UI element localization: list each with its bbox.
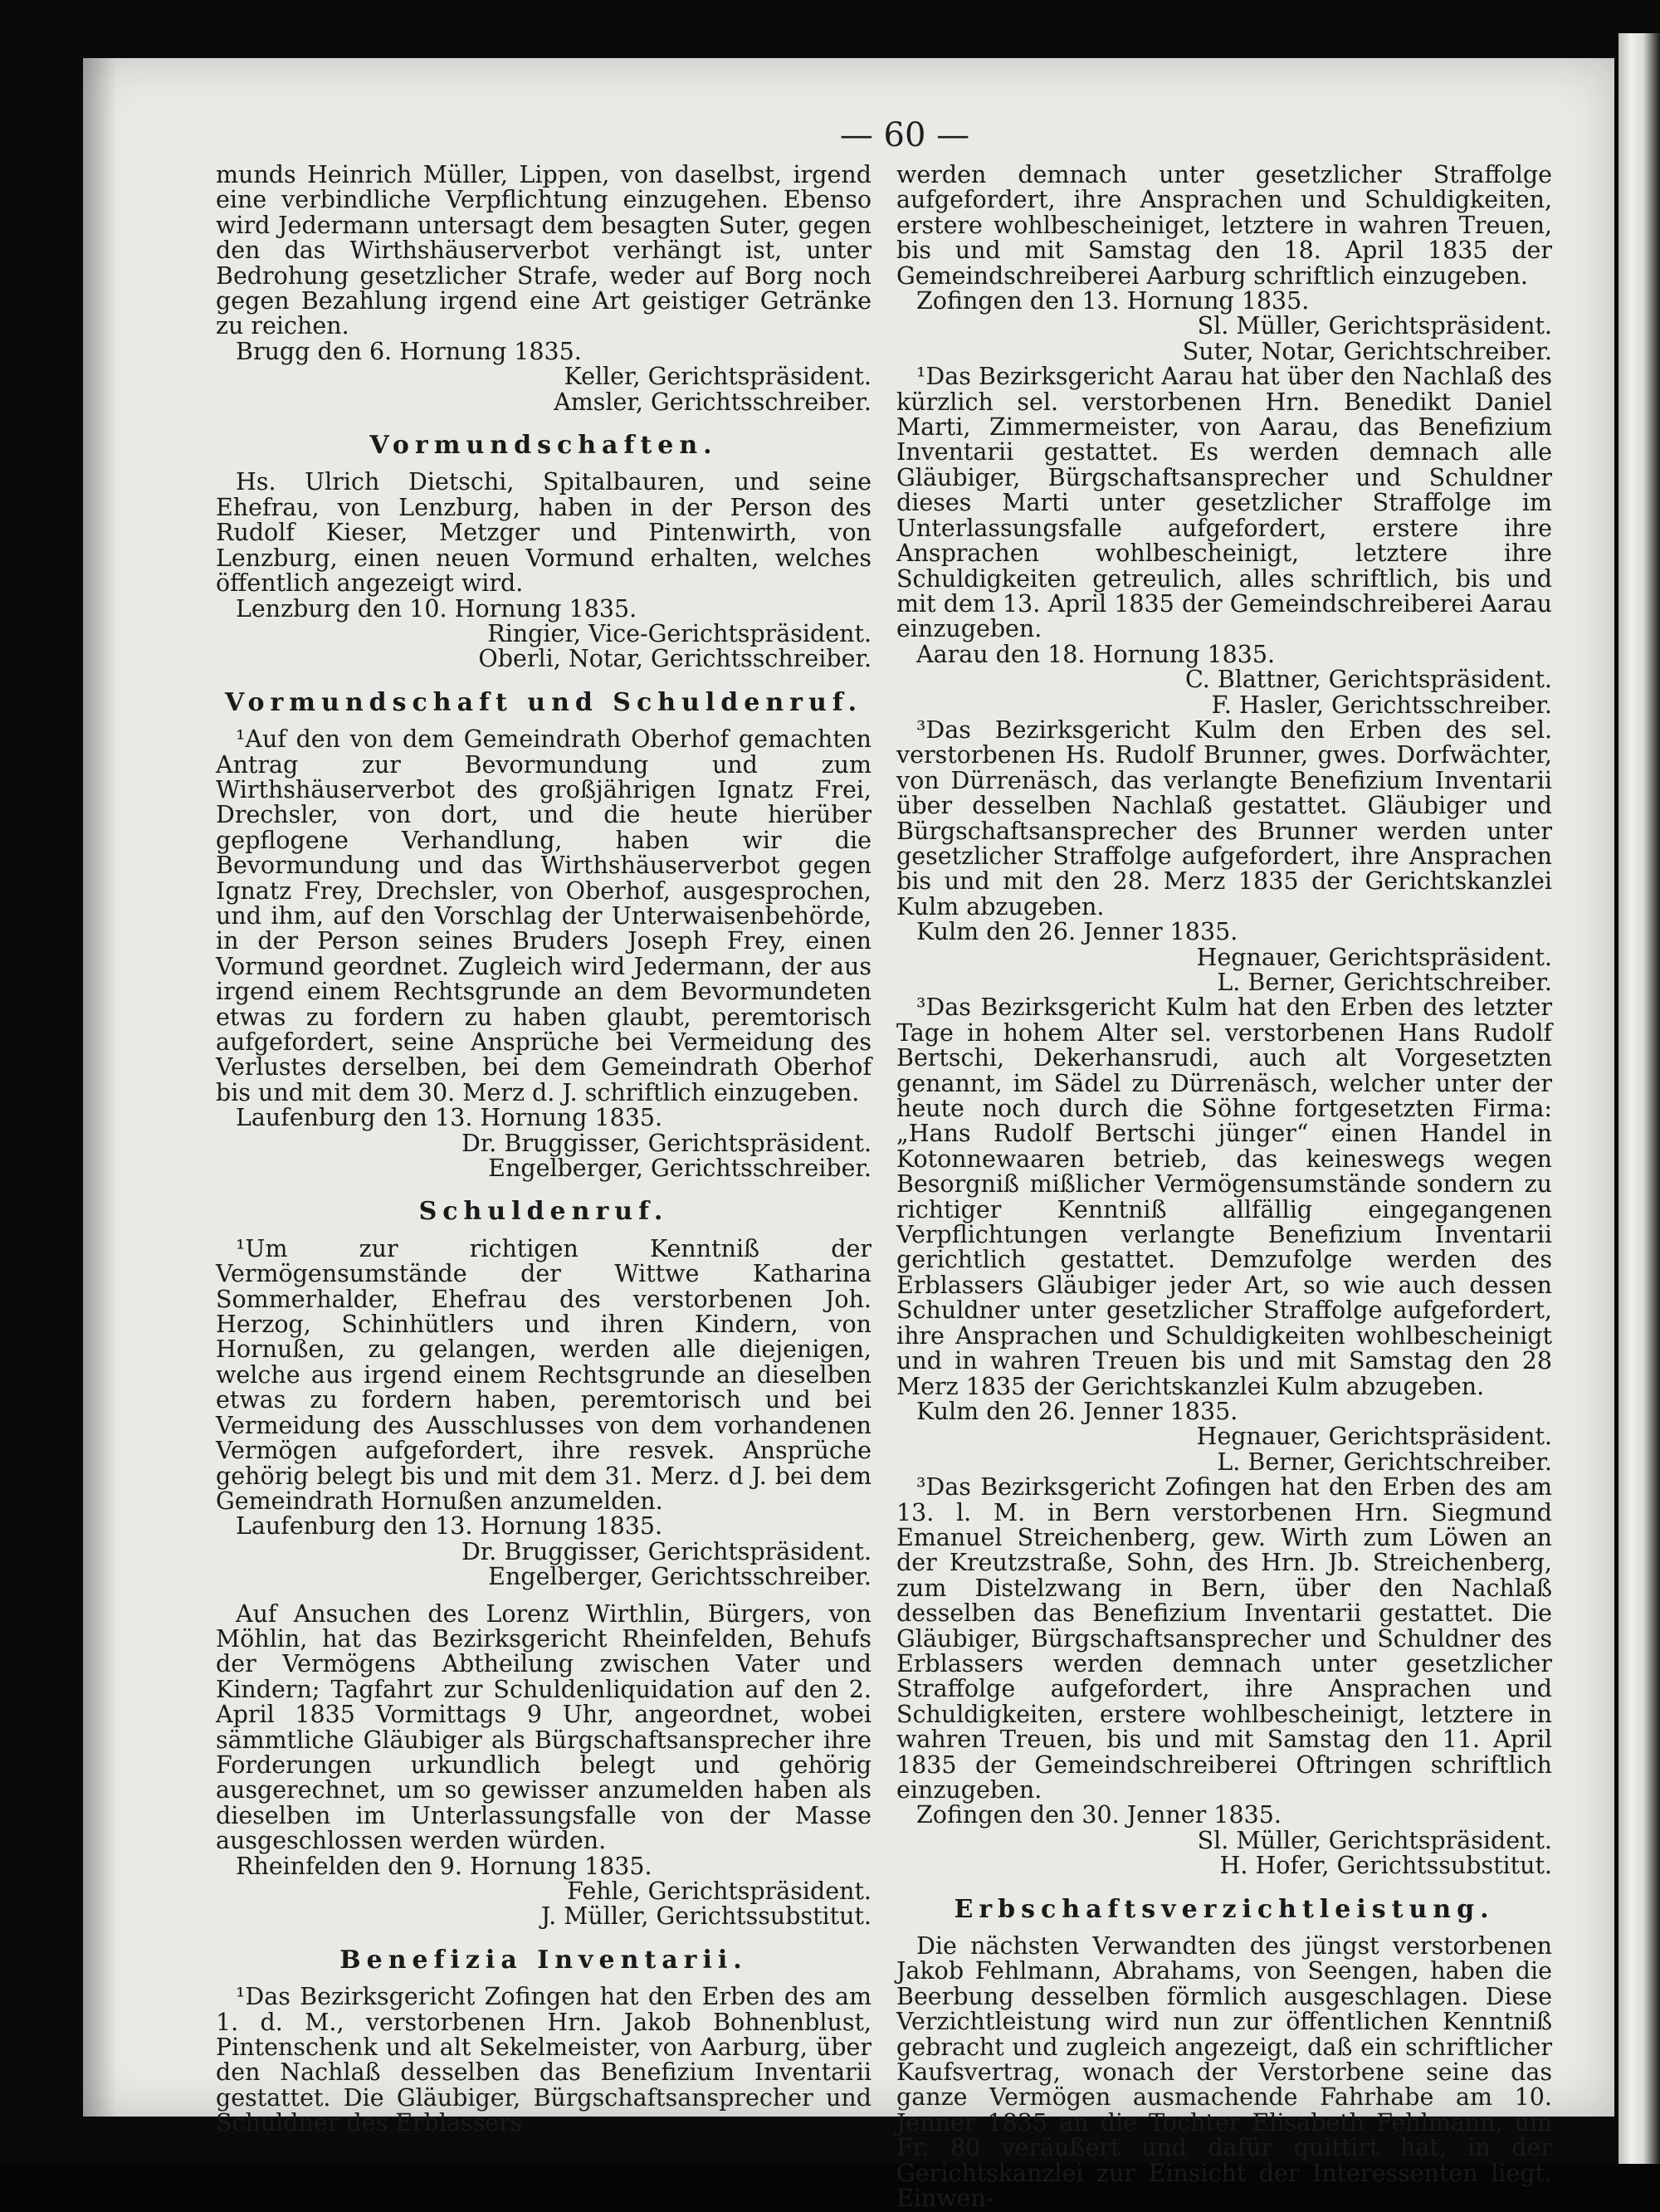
notice-signature: F. Hasler, Gerichtsschreiber. <box>1211 691 1552 719</box>
notice-dateline: Laufenburg den 13. Hornung 1835. <box>236 1104 663 1132</box>
section-heading-erbschaftsverzichtleistung: Erbschaftsverzichtleistung. <box>954 1894 1495 1924</box>
next-page-edge <box>1618 33 1660 2164</box>
notice-dateline: Zofingen den 13. Hornung 1835. <box>916 287 1310 315</box>
notice-signature: L. Berner, Gerichtschreiber. <box>1217 969 1552 996</box>
notice-signature: Engelberger, Gerichtsschreiber. <box>488 1155 872 1183</box>
notice-dateline: Laufenburg den 13. Hornung 1835. <box>236 1512 663 1541</box>
notice-dateline: Kulm den 26. Jenner 1835. <box>916 918 1238 946</box>
notice-signature: Fehle, Gerichtspräsident. <box>567 1878 872 1905</box>
notice-text: werden demnach unter gesetzlicher Straffolge aufgefordert, ihre Ansprachen und Schuldigkeiten, erstere wohlbescheiniget, letztere in wahren Treuen, bis und mit Samstag den 18. April 1835 der Gemeindschreiberei Aarburg schriftlich einzugeben. <box>896 161 1552 290</box>
notice-text: Auf Ansuchen des Lorenz Wirthlin, Bürgers, von Möhlin, hat das Bezirksgericht Rheinfelden, Behufs der Vermögens Abtheilung zwischen Vater und Kindern; Tagfahrt zur Schuldenliquidation auf den 2. April 1835 Vormittags 9 Uhr, angeordnet, wobei sämmtliche Gläubiger als Bürgschaftsansprecher ihre Forderungen urkundlich belegt und gehörig ausgerechnet, um so gewisser anzumelden haben als dieselben im Unterlassungsfalle von der Masse ausgeschlossen werden würden. <box>216 1599 872 1855</box>
notice-signature: L. Berner, Gerichtschreiber. <box>1217 1448 1552 1476</box>
notice-text: munds Heinrich Müller, Lippen, von daselbst, irgend eine verbindliche Verpflichtung einzugehen. Ebenso wird Jedermann untersagt dem besagten Suter, gegen den das Wirthshäuserverbot verhängt ist, unter Bedrohung gesetzlicher Strafe, weder auf Borg noch gegen Bezahlung irgend eine Art geistiger Getränke zu reichen. <box>216 161 872 340</box>
notice-signature: Suter, Notar, Gerichtschreiber. <box>1182 337 1552 365</box>
notice-text: ¹Auf den von dem Gemeindrath Oberhof gemachten Antrag zur Bevormundung und zum Wirthshäuserverbot des großjährigen Ignatz Frei, Drechsler, von dort, und die heute hierüber gepflogene Verhandlung, haben wir die Bevormundung und das Wirthshäuserverbot gegen Ignatz Frey, Drechsler, von Oberhof, ausgesprochen, und ihm, auf den Vorschlag der Unterwaisenbehörde, in der Person seines Bruders Joseph Frey, einen Vormund geordnet. Zugleich wird Jedermann, der aus irgend einem Rechtsgrunde an dem Bevormundeten etwas zu fordern zu haben glaubt, peremtorisch aufgefordert, seine Ansprüche bei Vermeidung des Verlustes derselben, bei dem Gemeindrath Oberhof bis und mit dem 30. Merz d. J. schriftlich einzugeben. <box>216 725 872 1106</box>
notice-text: ¹Das Bezirksgericht Zofingen hat den Erben des am 1. d. M., verstorbenen Hrn. Jakob Bohnenblust, Pintenschenk und alt Sekelmeister, von Aarburg, über den Nachlaß desselben das Benefizium Inventarii gestattet. Die Gläubiger, Bürgschaftsansprecher und Schuldner des Erblassers <box>216 1983 872 2137</box>
section-heading-schuldenruf: Schuldenruf. <box>418 1197 669 1227</box>
notice-text: Die nächsten Verwandten des jüngst verstorbenen Jakob Fehlmann, Abrahams, von Seengen, haben die Beerbung desselben förmlich ausgeschlagen. Diese Verzichtleistung wird nun zur öffentlichen Kenntniß gebracht und zugleich angezeigt, daß ein schriftlicher Kaufsvertrag, wonach der Verstorbene seine das ganze Vermögen ausmachende Fahrhabe am 10. Jenner 1835 an die Tochter Elisabeth Fehlmann, um Fr. 80 veräußert und dafür quittirt hat, in der Gerichtskanzlei zur Einsicht der Interessenten liegt. Einwen- <box>896 1932 1552 2212</box>
notice-text: ³Das Bezirksgericht Kulm den Erben des sel. verstorbenen Hs. Rudolf Brunner, gwes. Dorfwächter, von Dürrenäsch, das verlangte Benefizium Inventarii über desselben Nachlaß gestattet. Gläubiger und Bürgschaftsansprecher des Brunner werden unter gesetzlicher Straffolge aufgefordert, ihre Ansprachen bis und mit den 28. Merz 1835 der Gerichtskanzlei Kulm abzugeben. <box>896 715 1552 920</box>
notice-signature: Sl. Müller, Gerichtspräsident. <box>1197 312 1552 340</box>
section-heading-vormundschaften: Vormundschaften. <box>369 431 718 461</box>
notice-dateline: Brugg den 6. Hornung 1835. <box>236 337 582 365</box>
notice-signature: J. Müller, Gerichtssubstitut. <box>540 1902 872 1931</box>
notice-text: ¹Das Bezirksgericht Aarau hat über den Nachlaß des kürzlich sel. verstorbenen Hrn. Benedikt Daniel Marti, Zimmermeister, von Aarau, das Benefizium Inventarii gestattet. Es werden demnach alle Gläubiger, Bürgschaftsansprecher und Schuldner dieses Marti unter gesetzlicher Straffolge im Unterlassungsfalle aufgefordert, erstere ihre Ansprachen wohlbescheinigt, letztere ihre Schuldigkeiten getreulich, alles schriftlich, bis und mit dem 13. April 1835 der Gemeindschreiberei Aarau einzugeben. <box>896 363 1552 643</box>
notice-signature: Ringier, Vice-Gerichtspräsident. <box>487 619 872 647</box>
notice-signature: Hegnauer, Gerichtspräsident. <box>1196 943 1552 971</box>
notice-text: ¹Um zur richtigen Kenntniß der Vermögensumstände der Wittwe Katharina Sommerhalder, Ehefrau des verstorbenen Joh. Herzog, Schinhütlers und ihren Kindern, von Hornußen, zu gelangen, werden alle diejenigen, welche aus irgend einem Rechtsgrunde an dieselben etwas zu fordern haben, peremtorisch und bei Vermeidung des Ausschlusses von dem vorhandenen Vermögen aufgefordert, ihre resvek. Ansprüche gehörig belegt bis und mit dem 31. Merz. d J. bei dem Gemeindrath Hornußen anzumelden. <box>216 1234 872 1515</box>
notice-text: ³Das Bezirksgericht Zofingen hat den Erben des am 13. l. M. in Bern verstorbenen Hrn. Siegmund Emanuel Streichenberg, gew. Wirth zum Löwen an der Kreutzstraße, Sohn, des Hrn. Jb. Streichenberg, zum Distelzwang in Bern, über den Nachlaß desselben das Benefizium Inventarii gestattet. Die Gläubiger, Bürgschaftsansprecher und Schuldner des Erblassers werden demnach unter gesetzlicher Straffolge aufgefordert, ihre Ansprachen und Schuldigkeiten, erstere wohlbescheinigt, letztere in wahren Treuen, bis und mit Samstag den 11. April 1835 der Gemeindschreiberei Oftringen schriftlich einzugeben. <box>896 1473 1552 1804</box>
notice-dateline: Zofingen den 30. Jenner 1835. <box>916 1801 1282 1829</box>
notice-text: ³Das Bezirksgericht Kulm hat den Erben des letzter Tage in hohem Alter sel. verstorbenen Hans Rudolf Bertschi, Dekerhansrudi, auch alt Vorgesetzten genannt, im Sädel zu Dürrenäsch, welcher unter der heute noch durch die Söhne fortgesetzten Firma: „Hans Rudolf Bertschi jünger“ einen Handel in Kotonnewaaren betrieb, das keineswegs wegen Besorgniß mißlicher Vermögensumstände sondern zu richtiger Kenntniß allfällig eingegangenen Verpflichtungen verlangte Benefizium Inventarii gerichtlich gestattet. Demzufolge werden des Erblassers Gläubiger jeder Art, so wie auch dessen Schuldner unter gesetzlicher Straffolge aufgefordert, ihre Ansprachen und Schuldigkeiten wohlbescheinigt und in wahren Treuen bis und mit Samstag den 28 Merz 1835 der Gerichtskanzlei Kulm abzugeben. <box>896 994 1552 1400</box>
notice-signature: Dr. Bruggisser, Gerichtspräsident. <box>461 1129 872 1157</box>
notice-signature: Dr. Bruggisser, Gerichtspräsident. <box>461 1537 872 1565</box>
notice-signature: Hegnauer, Gerichtspräsident. <box>1196 1423 1552 1451</box>
notice-dateline: Kulm den 26. Jenner 1835. <box>916 1397 1238 1425</box>
notice-signature: Engelberger, Gerichtsschreiber. <box>488 1563 872 1591</box>
notice-dateline: Rheinfelden den 9. Hornung 1835. <box>236 1852 652 1880</box>
section-heading-vormundschaft-schuldenruf: Vormundschaft und Schuldenruf. <box>224 687 863 717</box>
left-column <box>216 163 872 2136</box>
page-number: — 60 — <box>839 116 970 154</box>
notice-signature: H. Hofer, Gerichtssubstitut. <box>1219 1852 1552 1880</box>
notice-signature: C. Blattner, Gerichtspräsident. <box>1184 666 1552 694</box>
notice-dateline: Aarau den 18. Hornung 1835. <box>916 640 1276 668</box>
notice-signature: Oberli, Notar, Gerichtsschreiber. <box>478 645 872 673</box>
notice-signature: Sl. Müller, Gerichtspräsident. <box>1197 1826 1552 1854</box>
newspaper-page <box>83 58 1614 2212</box>
right-column <box>896 163 1552 2212</box>
section-heading-benefizia-inventarii: Benefizia Inventarii. <box>339 1945 748 1975</box>
notice-text: Hs. Ulrich Dietschi, Spitalbauren, und seine Ehefrau, von Lenzburg, haben in der Person des Rudolf Kieser, Metzger und Pintenwirth, von Lenzburg, einen neuen Vormund erhalten, welches öffentlich angezeigt wird. <box>216 468 872 598</box>
notice-dateline: Lenzburg den 10. Hornung 1835. <box>236 594 637 623</box>
notice-signature: Amsler, Gerichtsschreiber. <box>554 388 872 416</box>
notice-signature: Keller, Gerichtspräsident. <box>564 363 872 391</box>
